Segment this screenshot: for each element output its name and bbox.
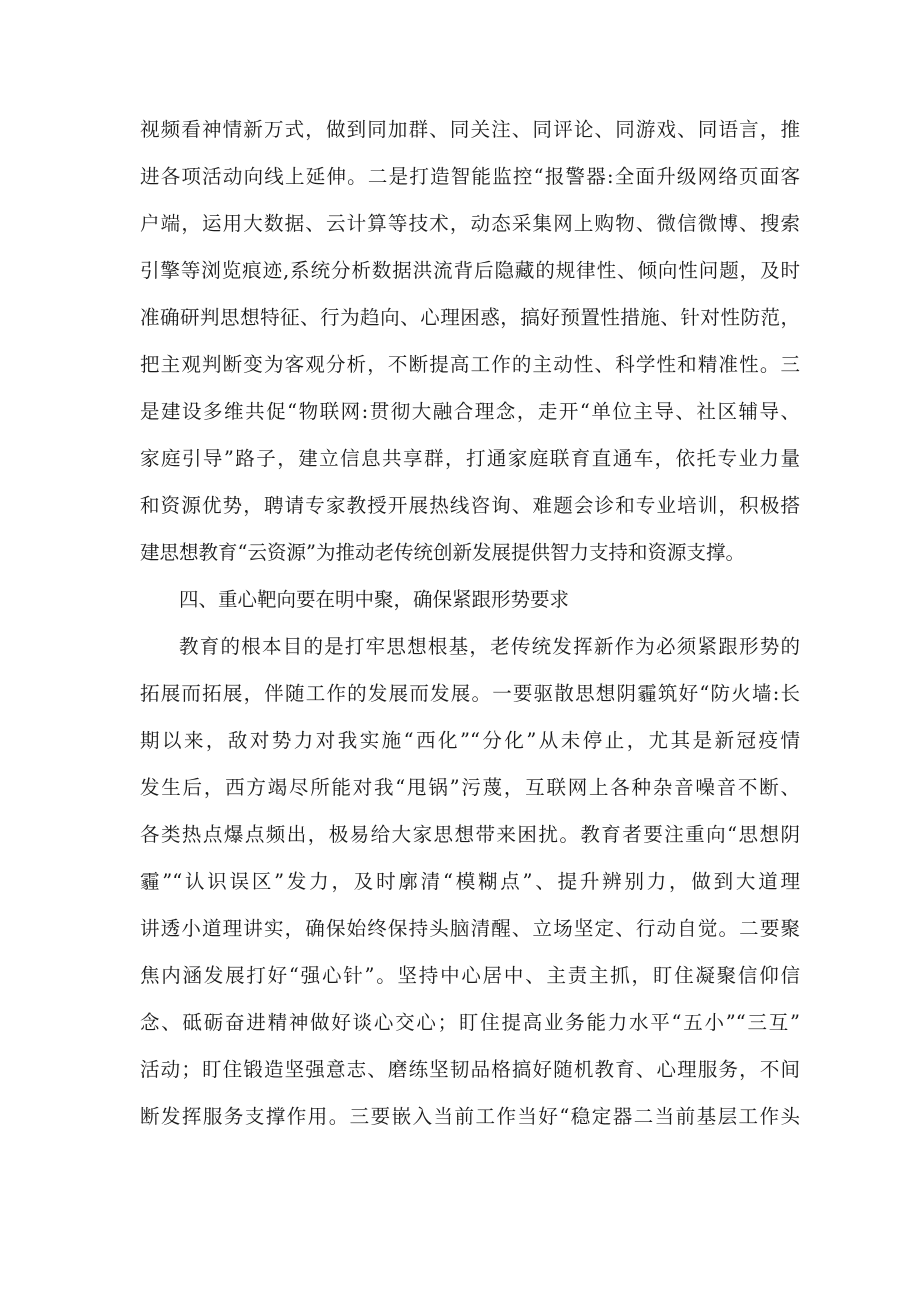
text-line: 焦内涵发展打好“强心针”。坚持中心居中、主责主抓，盯住凝聚信仰信 (140, 964, 800, 987)
text-line: 引擎等浏览痕迹,系统分析数据洪流背后隐藏的规律性、倾向性问题，及时 (140, 259, 800, 282)
text-line: 期以来，敌对势力对我实施“西化”“分化”从未停止，尤其是新冠疫情 (140, 729, 800, 752)
text-line: 和资源优势，聘请专家教授开展热线咨询、难题会诊和专业培训，积极搭 (140, 494, 800, 517)
text-line: 活动；盯住锻造坚强意志、磨练坚韧品格搞好随机教育、心理服务，不间 (140, 1058, 800, 1081)
text-line: 建思想教育“云资源”为推动老传统创新发展提供智力支持和资源支撑。 (140, 541, 745, 564)
text-line: 户端，运用大数据、云计算等技术，动态采集网上购物、微信微博、搜索 (140, 212, 800, 235)
text-line: 断发挥服务支撑作用。三要嵌入当前工作当好“稳定器二当前基层工作头 (140, 1105, 800, 1128)
text-line: 视频看神情新万式，做到同加群、同关注、同评论、同游戏、同语言，推 (140, 118, 800, 141)
text-line: 教育的根本目的是打牢思想根基，老传统发挥新作为必须紧跟形势的 (179, 635, 800, 658)
text-line: 念、砥砺奋进精神做好谈心交心；盯住提高业务能力水平“五小”“三互” (140, 1011, 800, 1034)
text-line: 家庭引导”路子，建立信息共享群，打通家庭联育直通车，依托专业力量 (140, 447, 800, 470)
section-heading: 四、重心靶向要在明中聚，确保紧跟形势要求 (179, 588, 570, 611)
text-line: 发生后，西方竭尽所能对我“甩锅”污蔑，互联网上各种杂音噪音不断、 (140, 776, 800, 799)
text-line: 把主观判断变为客观分析，不断提高工作的主动性、科学性和精准性。三 (140, 353, 800, 376)
text-line: 进各项活动向线上延伸。二是打造智能监控“报警器:全面升级网络页面客 (140, 165, 800, 188)
text-line: 拓展而拓展，伴随工作的发展而发展。一要驱散思想阴霾筑好“防火墙:长 (140, 682, 800, 705)
text-line: 各类热点爆点频出，极易给大家思想带来困扰。教育者要注重向“思想阴 (140, 823, 800, 846)
text-line: 是建设多维共促“物联网:贯彻大融合理念，走开“单位主导、社区辅导、 (140, 400, 800, 423)
text-line: 霾”“认识误区”发力，及时廓清“模糊点”、提升辨别力，做到大道理 (140, 870, 800, 893)
text-line: 讲透小道理讲实，确保始终保持头脑清醒、立场坚定、行动自觉。二要聚 (140, 917, 800, 940)
text-line: 准确研判思想特征、行为趋向、心理困惑，搞好预置性措施、针对性防范， (140, 306, 800, 329)
